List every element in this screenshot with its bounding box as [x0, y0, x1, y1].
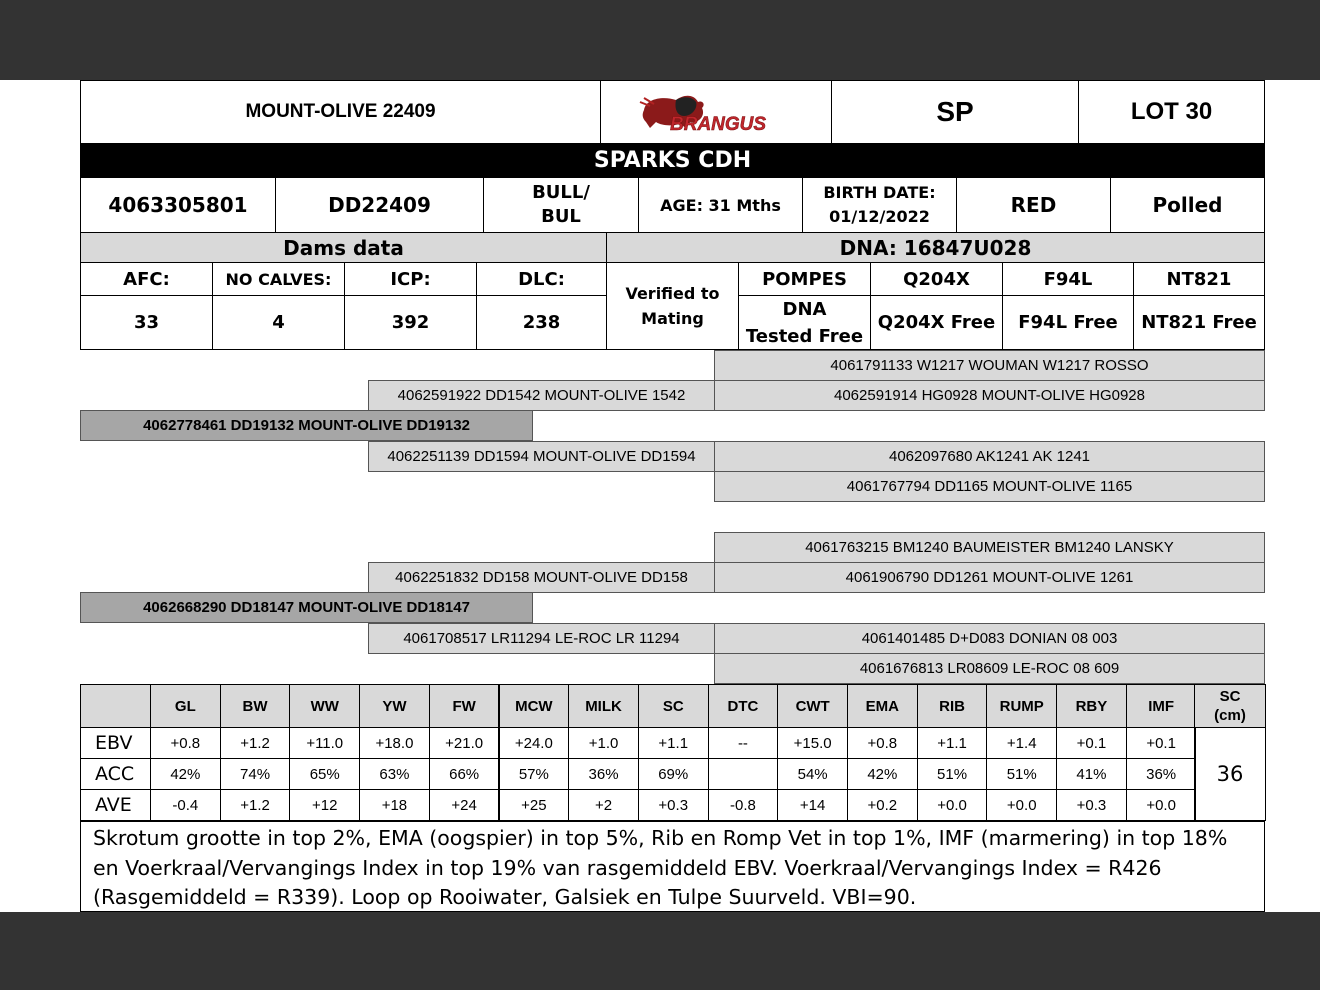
ebv-cell: 36%	[1126, 758, 1197, 790]
ebv-cell	[708, 758, 779, 790]
age-cell: AGE: 31 Mths	[638, 177, 803, 233]
ebv-cell: +18	[359, 789, 430, 821]
ebv-cell: +0.0	[986, 789, 1057, 821]
ebv-cell: 65%	[289, 758, 360, 790]
ebv-cell: +1.1	[638, 727, 709, 759]
ebv-cell: +11.0	[289, 727, 360, 759]
dams-header-dlc: DLC:	[476, 262, 607, 296]
dna-header-pompes: POMPES	[738, 262, 871, 296]
ebv-cell: 51%	[986, 758, 1057, 790]
ebv-cell: +0.3	[1056, 789, 1127, 821]
ebv-cell: +0.0	[1126, 789, 1197, 821]
ebv-cell: +24.0	[499, 727, 570, 759]
ebv-cell: +0.1	[1056, 727, 1127, 759]
birth-date-value: 01/12/2022	[829, 207, 930, 226]
pedigree-dam-sire: 4062251832 DD158 MOUNT-OLIVE DD158	[368, 562, 715, 593]
ebv-cell: -0.8	[708, 789, 779, 821]
pedigree-sire-sire: 4062591922 DD1542 MOUNT-OLIVE 1542	[368, 380, 715, 411]
animal-name: SPARKS CDH	[80, 144, 1265, 177]
breeding-notes: Skrotum grootte in top 2%, EMA (oogspier) in top 5%, Rib en Romp Vet in top 1%, IMF (marmering) in top 18% en Voerkraal/Vervangings Index in top 19% van rasgemiddeld EBV. Voerkraal/Vervangings Index = R426 (Rasgemiddeld = R339). Loop op Rooiwater, Galsiek en Tulpe Suurveld. VBI=90.	[80, 821, 1265, 912]
ebv-cell: +15.0	[777, 727, 848, 759]
ebv-header-cwt: CWT	[777, 684, 848, 728]
ebv-header-mcw: MCW	[499, 684, 570, 728]
ebv-sc-value: 36	[1194, 727, 1266, 821]
dams-header-icp: ICP:	[344, 262, 477, 296]
color-cell: RED	[956, 177, 1111, 233]
verified-line2: Mating	[641, 309, 704, 328]
ebv-row-label-acc: ACC	[80, 758, 151, 790]
dams-header-calves: NO CALVES:	[212, 262, 345, 296]
ebv-header-ema: EMA	[847, 684, 918, 728]
ebv-header-imf: IMF	[1126, 684, 1197, 728]
ebv-header-gl: GL	[150, 684, 221, 728]
ebv-header-rby: RBY	[1056, 684, 1127, 728]
pompes-line1: DNA	[782, 298, 827, 320]
dna-result-q204x: Q204X Free	[870, 295, 1003, 350]
ebv-header-sc	[1194, 684, 1266, 728]
sc-header-line2: (cm)	[1214, 707, 1246, 724]
ebv-cell: 74%	[220, 758, 291, 790]
ebv-cell: +0.8	[847, 727, 918, 759]
ebv-cell: +1.2	[220, 727, 291, 759]
pedigree-sire-sire-sire: 4061791133 W1217 WOUMAN W1217 ROSSO	[714, 350, 1265, 381]
code-cell: SP	[831, 80, 1079, 144]
dams-value-afc: 33	[80, 295, 213, 350]
ebv-cell: 69%	[638, 758, 709, 790]
ebv-cell: +21.0	[429, 727, 500, 759]
pompes-line2: Tested Free	[745, 325, 864, 347]
pedigree-dam-sire-dam: 4061906790 DD1261 MOUNT-OLIVE 1261	[714, 562, 1265, 593]
ebv-header-sc: SC	[638, 684, 709, 728]
ebv-cell: +25	[499, 789, 570, 821]
pedigree-dam-dam-dam: 4061676813 LR08609 LE-ROC 08 609	[714, 653, 1265, 684]
ebv-cell: 51%	[917, 758, 988, 790]
ebv-cell: +1.1	[917, 727, 988, 759]
ebv-cell: +2	[568, 789, 639, 821]
ebv-header-bw: BW	[220, 684, 291, 728]
bull-logo-icon	[636, 88, 796, 136]
pedigree-sire-dam: 4062251139 DD1594 MOUNT-OLIVE DD1594	[368, 441, 715, 472]
ebv-cell: +1.2	[220, 789, 291, 821]
ebv-cell: 41%	[1056, 758, 1127, 790]
pedigree-dam: 4062668290 DD18147 MOUNT-OLIVE DD18147	[80, 592, 533, 623]
dna-header-q204x: Q204X	[870, 262, 1003, 296]
dams-data-title: Dams data	[80, 232, 607, 263]
ebv-header-rib: RIB	[917, 684, 988, 728]
ebv-cell: +18.0	[359, 727, 430, 759]
dna-header-f94l: F94L	[1002, 262, 1134, 296]
tag-number: DD22409	[275, 177, 484, 233]
sex-cell	[483, 177, 639, 233]
pedigree-sire: 4062778461 DD19132 MOUNT-OLIVE DD19132	[80, 410, 533, 441]
ebv-cell: +24	[429, 789, 500, 821]
pedigree-sire-dam-dam: 4061767794 DD1165 MOUNT-OLIVE 1165	[714, 471, 1265, 502]
ebv-cell: 66%	[429, 758, 500, 790]
ebv-cell: +0.3	[638, 789, 709, 821]
pedigree-sire-dam-sire: 4062097680 AK1241 AK 1241	[714, 441, 1265, 472]
ebv-cell: 42%	[847, 758, 918, 790]
dna-title: DNA: 16847U028	[606, 232, 1265, 263]
ebv-cell: +0.8	[150, 727, 221, 759]
farm-name: MOUNT-OLIVE 22409	[80, 80, 601, 144]
lot-number: LOT 30	[1078, 80, 1265, 144]
ebv-cell: -0.4	[150, 789, 221, 821]
ebv-cell: 63%	[359, 758, 430, 790]
ebv-cell: 57%	[499, 758, 570, 790]
sc-header-line1: SC	[1219, 688, 1241, 705]
verified-to-mating	[606, 262, 739, 350]
ebv-cell: +0.1	[1126, 727, 1197, 759]
sex-line2: BUL	[541, 206, 581, 227]
ebv-row-label-ave: AVE	[80, 789, 151, 821]
dna-result-pompes	[738, 295, 871, 350]
ebv-header-milk: MILK	[568, 684, 639, 728]
pedigree-dam-sire-sire: 4061763215 BM1240 BAUMEISTER BM1240 LANSKY	[714, 532, 1265, 563]
dna-result-f94l: F94L Free	[1002, 295, 1134, 350]
ebv-cell: +1.4	[986, 727, 1057, 759]
ebv-cell: --	[708, 727, 779, 759]
id-number: 4063305801	[80, 177, 276, 233]
ebv-header-rump: RUMP	[986, 684, 1057, 728]
dams-header-afc: AFC:	[80, 262, 213, 296]
horn-status-cell: Polled	[1110, 177, 1265, 233]
sex-line1: BULL/	[532, 182, 590, 203]
ebv-cell: +0.2	[847, 789, 918, 821]
ebv-header-ww: WW	[289, 684, 360, 728]
logo-text: BRANGUS	[670, 114, 767, 135]
dna-header-nt821: NT821	[1133, 262, 1265, 296]
pedigree-dam-dam-sire: 4061401485 D+D083 DONIAN 08 003	[714, 623, 1265, 654]
ebv-cell: +12	[289, 789, 360, 821]
ebv-cell: 42%	[150, 758, 221, 790]
dams-value-calves: 4	[212, 295, 345, 350]
dna-result-nt821: NT821 Free	[1133, 295, 1265, 350]
pedigree-sire-sire-dam: 4062591914 HG0928 MOUNT-OLIVE HG0928	[714, 380, 1265, 411]
brangus-logo	[600, 80, 832, 144]
dams-value-icp: 392	[344, 295, 477, 350]
ebv-cell: 54%	[777, 758, 848, 790]
ebv-header-yw: YW	[359, 684, 430, 728]
birth-date-label: BIRTH DATE:	[823, 183, 936, 202]
ebv-cell: +14	[777, 789, 848, 821]
ebv-cell: +0.0	[917, 789, 988, 821]
ebv-header-fw: FW	[429, 684, 500, 728]
ebv-cell: +1.0	[568, 727, 639, 759]
pedigree-dam-dam: 4061708517 LR11294 LE-ROC LR 11294	[368, 623, 715, 654]
birth-date-cell	[802, 177, 957, 233]
ebv-cell: 36%	[568, 758, 639, 790]
ebv-corner-cell	[80, 684, 151, 728]
dams-value-dlc: 238	[476, 295, 607, 350]
verified-line1: Verified to	[625, 284, 720, 303]
ebv-header-dtc: DTC	[708, 684, 779, 728]
ebv-row-label-ebv: EBV	[80, 727, 151, 759]
